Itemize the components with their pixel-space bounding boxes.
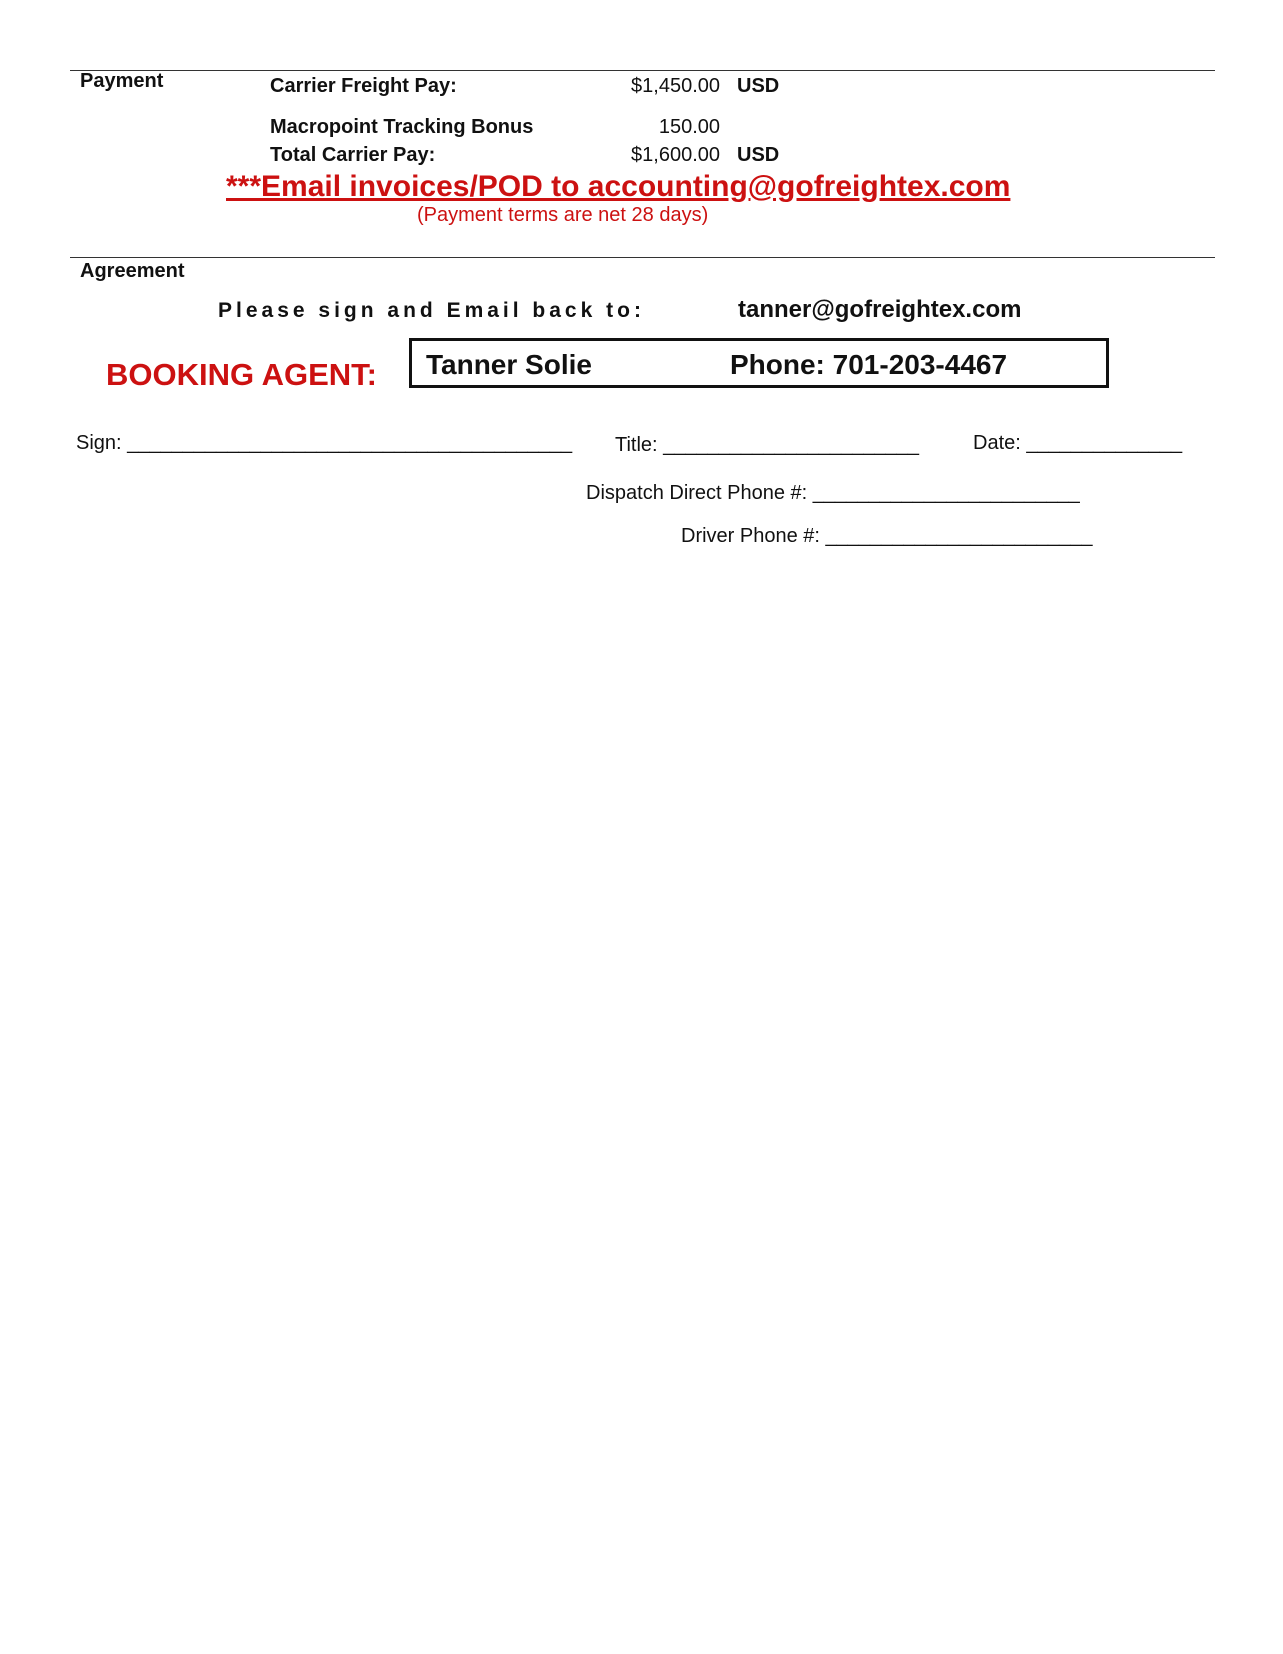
carrier-freight-pay-label: Carrier Freight Pay: [270, 75, 457, 97]
agent-name: Tanner Solie [426, 349, 592, 380]
total-carrier-pay-label: Total Carrier Pay: [270, 144, 436, 166]
sign-instruction: Please sign and Email back to: [218, 299, 645, 322]
payment-section-label: Payment [80, 70, 164, 92]
total-carrier-pay-currency: USD [737, 144, 780, 166]
driver-phone-field[interactable]: Driver Phone #: ________________________ [681, 525, 1093, 547]
total-carrier-pay-amount: $1,600.00 [631, 144, 720, 166]
macropoint-bonus-amount: 150.00 [658, 116, 720, 138]
dispatch-phone-field[interactable]: Dispatch Direct Phone #: ________________________ [586, 482, 1080, 504]
agreement-divider [70, 257, 1215, 258]
agent-phone: Phone: 701-203-4467 [730, 349, 1008, 380]
booking-agent-box [409, 338, 1109, 388]
agent-email[interactable]: tanner@gofreightex.com [738, 296, 1022, 323]
carrier-freight-pay-amount: $1,450.00 [631, 75, 720, 97]
carrier-freight-pay-currency: USD [737, 75, 780, 97]
macropoint-bonus-label: Macropoint Tracking Bonus [270, 116, 534, 138]
title-field[interactable]: Title: _______________________ [615, 434, 919, 456]
booking-agent-label: BOOKING AGENT: [106, 357, 377, 392]
accounting-email-notice[interactable]: ***Email invoices/POD to accounting@gofreightex.com [226, 170, 1011, 203]
payment-terms: (Payment terms are net 28 days) [417, 204, 709, 226]
agreement-section-label: Agreement [80, 260, 185, 282]
payment-divider [70, 70, 1215, 71]
sign-field[interactable]: Sign: ________________________________________ [76, 432, 573, 454]
date-field[interactable]: Date: ______________ [973, 432, 1183, 454]
